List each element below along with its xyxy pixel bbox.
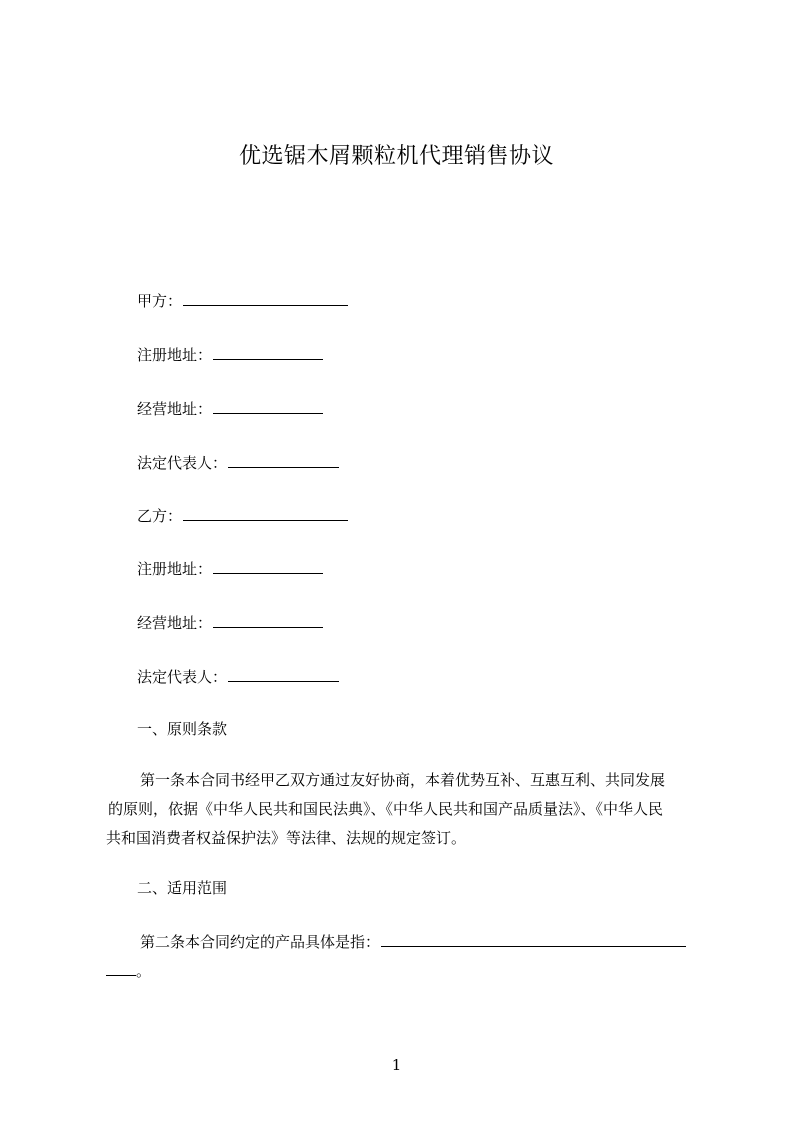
article-2-paragraph — [106, 928, 702, 986]
party-a-business-address-blank[interactable] — [213, 398, 323, 414]
party-a-legal-rep-label: 法定代表人： — [137, 454, 228, 472]
section-1-heading: 一、原则条款 — [137, 720, 228, 738]
party-a-legal-rep-blank[interactable] — [228, 452, 339, 468]
party-b-blank[interactable] — [183, 505, 348, 521]
article-2-line — [106, 957, 702, 986]
article-2-prefix: 第二条本合同约定的产品具体是指： — [140, 933, 381, 951]
party-b-field — [137, 505, 348, 527]
article-1-line: 的原则，依据《中华人民共和国民法典》、《中华人民共和国产品质量法》、《中华人民 — [108, 800, 664, 818]
party-a-registered-address-field — [137, 344, 323, 366]
party-b-business-address-label: 经营地址： — [137, 614, 213, 632]
article-2-product-blank[interactable] — [381, 931, 686, 947]
page-number: 1 — [391, 1056, 402, 1074]
party-b-legal-rep-label: 法定代表人： — [137, 668, 228, 686]
party-a-legal-rep-field — [137, 452, 339, 474]
party-b-label: 乙方： — [137, 507, 183, 525]
article-2-product-blank-continued[interactable] — [106, 960, 136, 976]
section-2-heading: 二、适用范围 — [137, 879, 228, 897]
party-b-business-address-field — [137, 612, 323, 634]
party-b-legal-rep-blank[interactable] — [228, 666, 339, 682]
party-b-business-address-blank[interactable] — [213, 612, 323, 628]
article-1-line: 第一条本合同书经甲乙双方通过友好协商，本着优势互补、互惠互利、共同发展 — [140, 771, 666, 789]
party-a-registered-address-label: 注册地址： — [137, 346, 213, 364]
party-b-registered-address-blank[interactable] — [213, 558, 323, 574]
article-1-paragraph — [106, 766, 702, 853]
article-2-line — [106, 928, 702, 957]
party-a-label: 甲方： — [137, 292, 183, 310]
party-a-registered-address-blank[interactable] — [213, 344, 323, 360]
party-a-business-address-label: 经营地址： — [137, 400, 213, 418]
party-a-business-address-field — [137, 398, 323, 420]
document-title: 优选锯木屑颗粒机代理销售协议 — [238, 144, 554, 169]
article-1-line: 共和国消费者权益保护法》等法律、法规的规定签订。 — [106, 829, 467, 847]
party-a-blank[interactable] — [183, 290, 348, 306]
party-b-legal-rep-field — [137, 666, 339, 688]
party-b-registered-address-label: 注册地址： — [137, 560, 213, 578]
party-b-registered-address-field — [137, 558, 323, 580]
party-a-field — [137, 290, 348, 312]
article-2-suffix: 。 — [136, 962, 152, 980]
